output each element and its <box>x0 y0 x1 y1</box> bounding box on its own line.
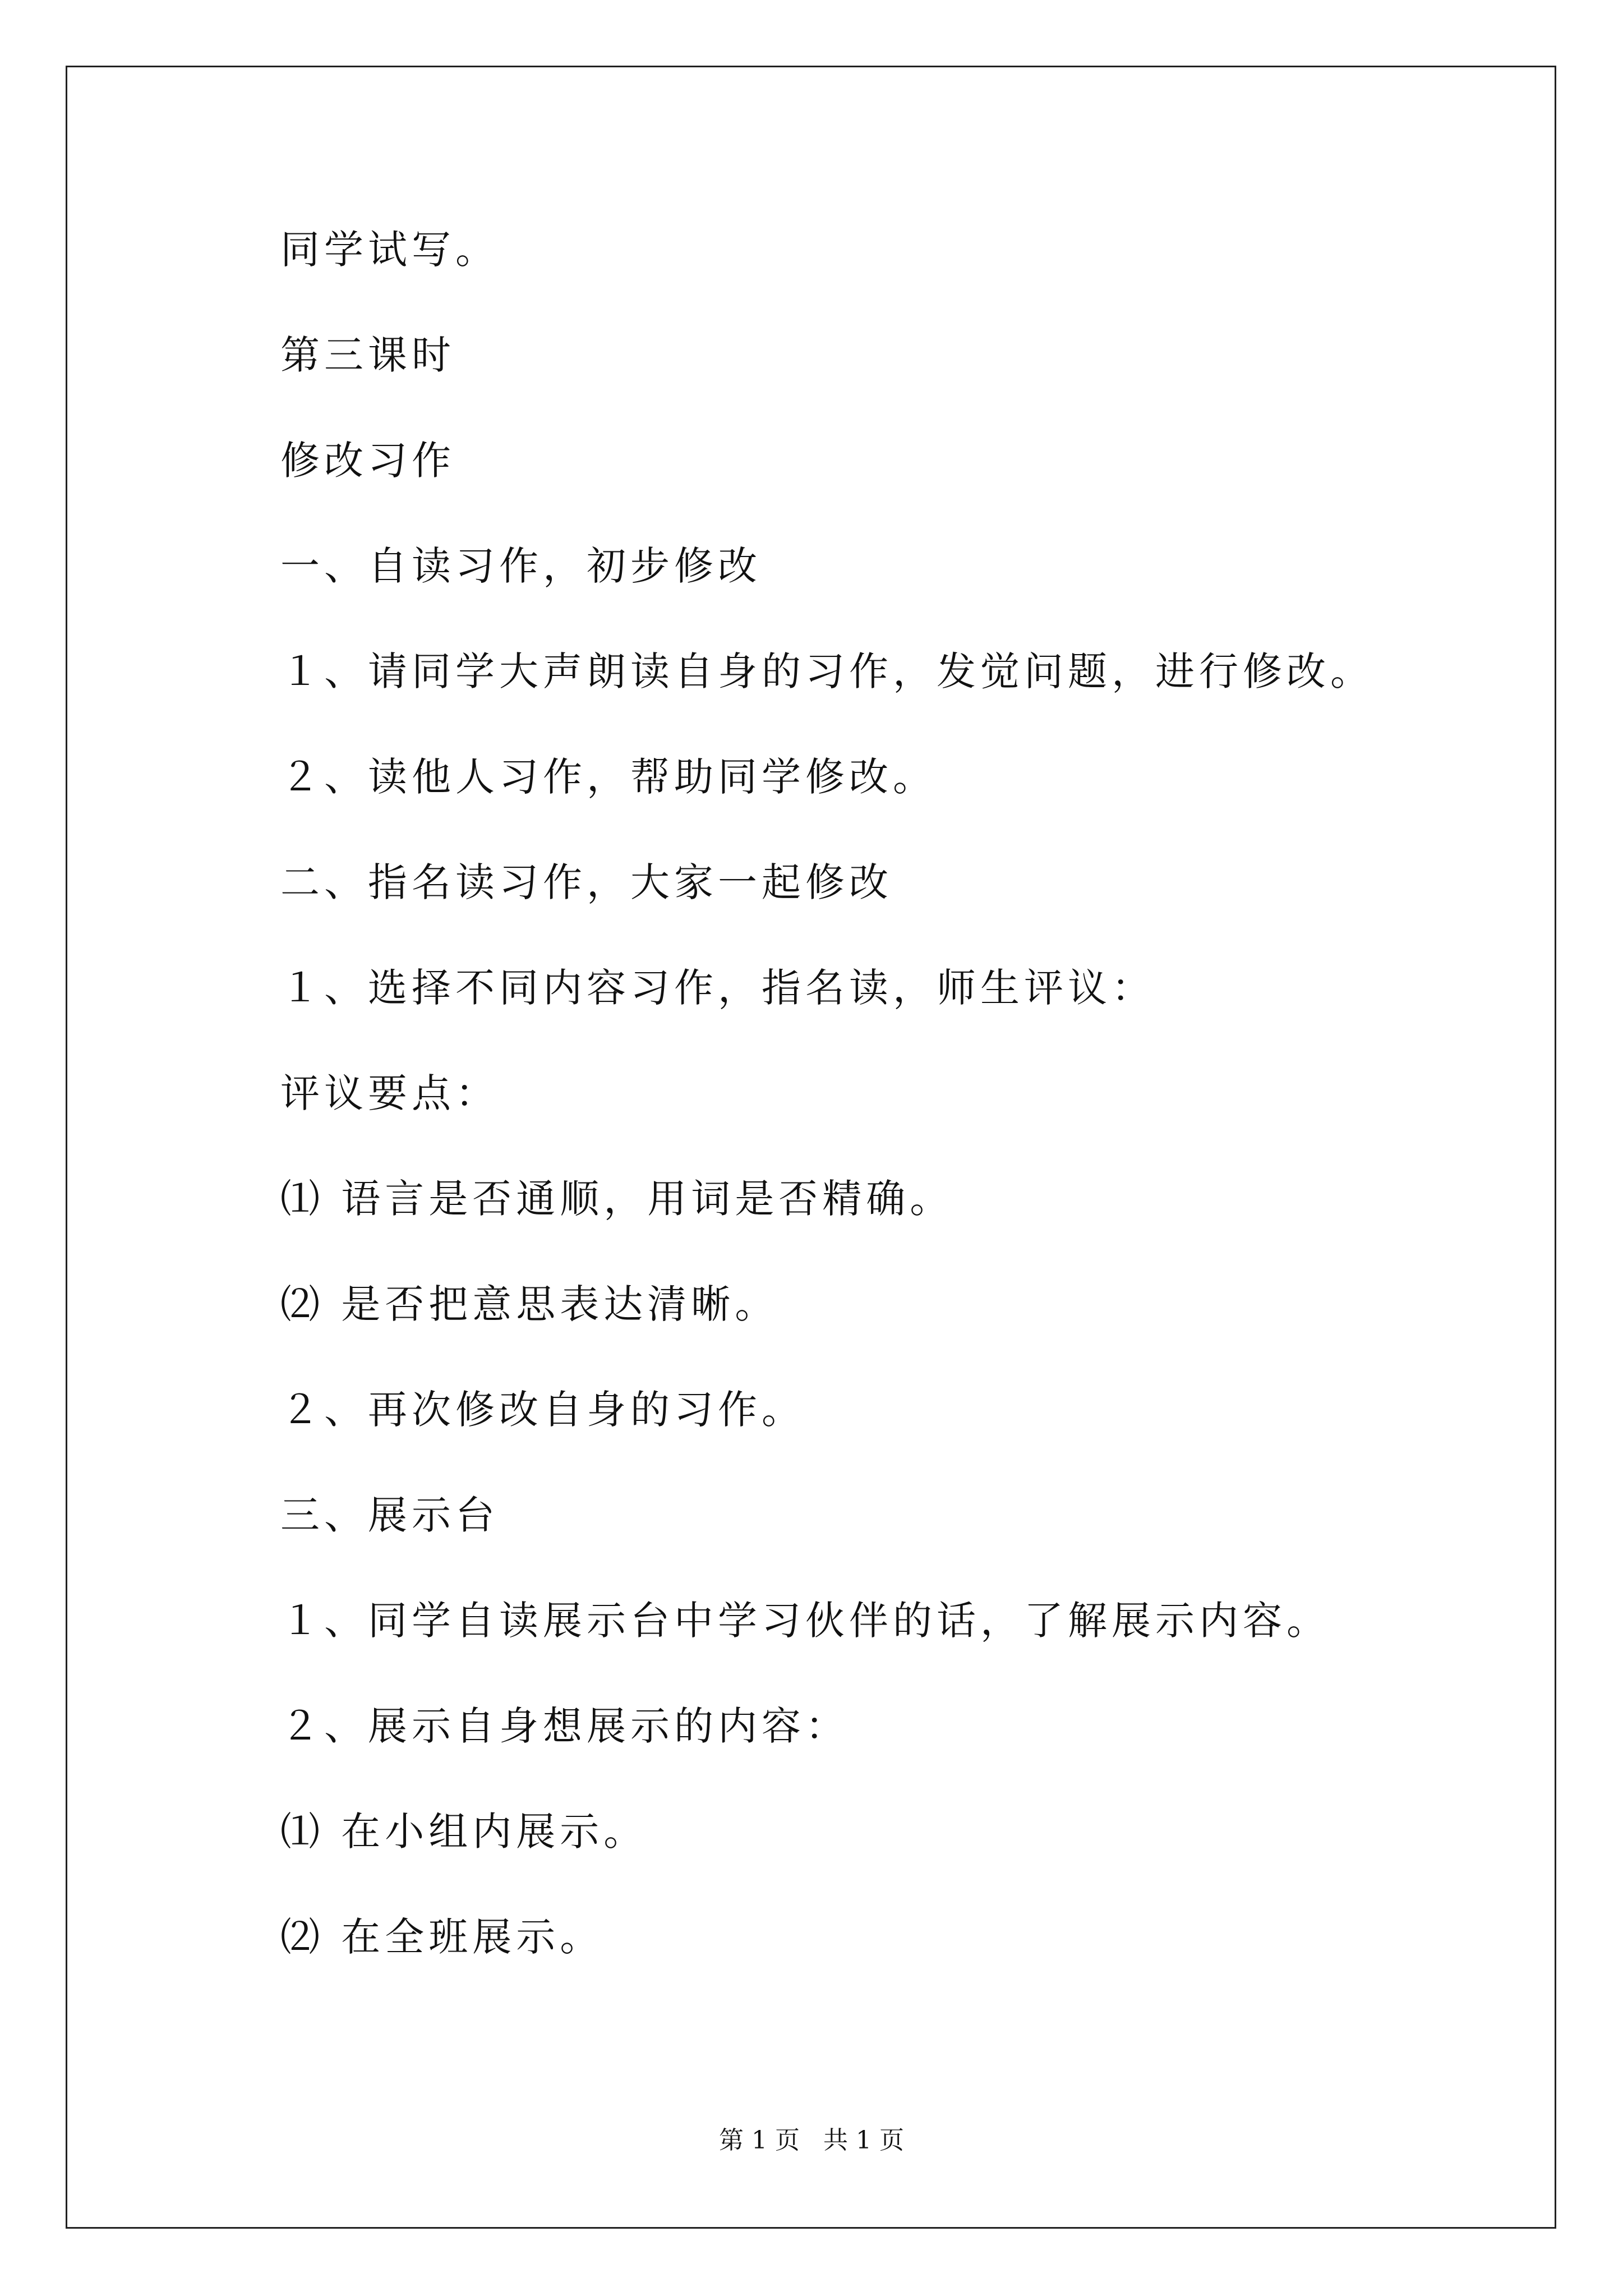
list-item: １、请同学大声朗读自身的习作，发觉问题，进行修改。 <box>280 648 1374 694</box>
list-item: １、同学自读展示台中学习伙伴的话，了解展示内容。 <box>280 1598 1330 1644</box>
list-item: ２、展示自身想展示的内容： <box>280 1703 849 1749</box>
list-item: ２、读他人习作，帮助同学修改。 <box>280 754 937 800</box>
text-line: 同学试写。 <box>280 227 499 273</box>
step-heading: 二、指名读习作，大家一起修改 <box>280 859 893 905</box>
list-item: ⑴ 语言是否通顺，用词是否精确。 <box>280 1176 954 1222</box>
list-item: ⑵ 是否把意思表达清晰。 <box>280 1281 779 1327</box>
text-line: 评议要点： <box>280 1070 499 1116</box>
list-item: ⑴ 在小组内展示。 <box>280 1809 648 1855</box>
section-heading: 修改习作 <box>280 438 455 484</box>
list-item: １、选择不同内容习作，指名读，师生评议： <box>280 965 1155 1011</box>
section-heading: 第三课时 <box>280 332 455 378</box>
step-heading: 一、自读习作，初步修改 <box>280 543 762 589</box>
step-heading: 三、展示台 <box>280 1492 499 1538</box>
list-item: ２、再次修改自身的习作。 <box>280 1387 805 1433</box>
page-footer: 第 1 页 共 1 页 <box>719 2126 904 2155</box>
page-border <box>66 66 1556 2229</box>
list-item: ⑵ 在全班展示。 <box>280 1914 604 1960</box>
